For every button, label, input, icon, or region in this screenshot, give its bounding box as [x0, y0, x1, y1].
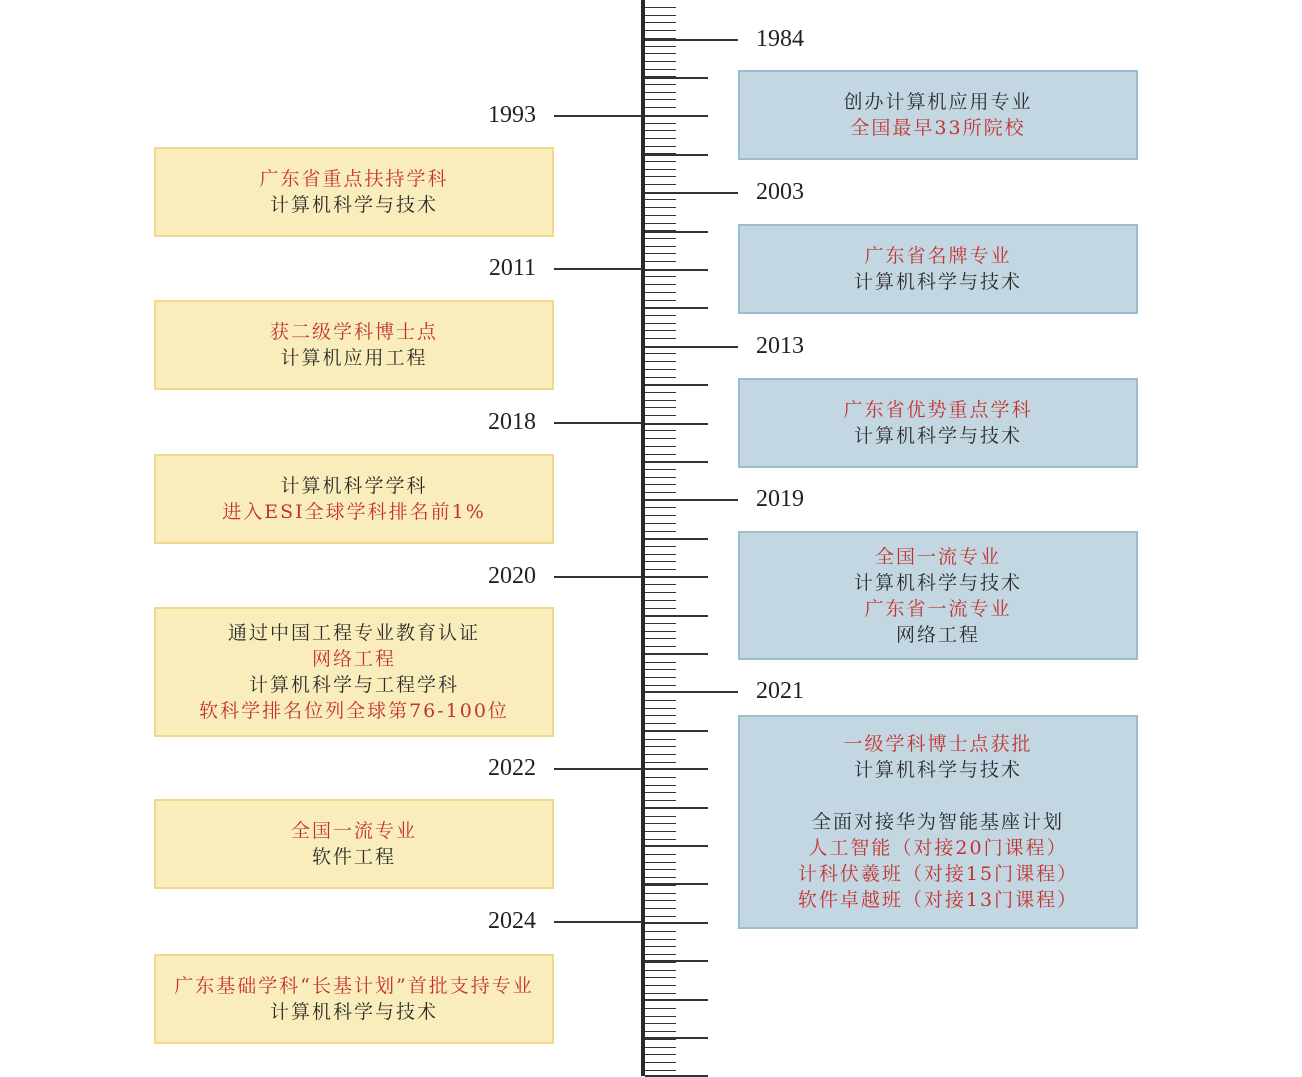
event-text: 计算机科学学科: [280, 475, 428, 497]
axis-major-tick: [645, 845, 708, 847]
axis-tick: [645, 700, 676, 701]
axis-tick: [645, 831, 676, 832]
axis-tick: [645, 669, 676, 670]
axis-tick: [645, 223, 676, 224]
axis-major-tick: [645, 77, 708, 79]
event-text: 计算机应用工程: [280, 347, 428, 369]
axis-tick: [645, 792, 676, 793]
axis-tick: [645, 246, 676, 247]
axis-tick: [645, 584, 676, 585]
event-card: [154, 147, 554, 237]
event-text: 获二级学科博士点: [269, 321, 438, 343]
axis-major-tick: [645, 768, 708, 770]
axis-tick: [645, 954, 676, 955]
axis-major-tick: [645, 154, 708, 156]
axis-tick: [645, 739, 676, 740]
year-tick: [645, 192, 738, 194]
year-tick: [645, 499, 738, 501]
axis-tick: [645, 893, 676, 894]
year-label: 1993: [488, 102, 536, 128]
axis-tick: [645, 15, 676, 16]
axis-tick: [645, 276, 676, 277]
axis-tick: [645, 900, 676, 901]
axis-tick: [645, 238, 676, 239]
event-text: 计科伏羲班（对接15门课程）: [797, 863, 1079, 885]
axis-tick: [645, 862, 676, 863]
axis-major-tick: [645, 1037, 708, 1039]
event-text: 计算机科学与技术: [269, 1001, 438, 1023]
axis-tick: [645, 1047, 676, 1048]
axis-major-tick: [645, 999, 708, 1001]
axis-tick: [645, 1054, 676, 1055]
axis-tick: [645, 300, 676, 301]
axis-tick: [645, 446, 676, 447]
axis-tick: [645, 407, 676, 408]
axis-tick: [645, 523, 676, 524]
year-tick: [554, 268, 642, 270]
axis-tick: [645, 908, 676, 909]
axis-tick: [645, 369, 676, 370]
event-card: [154, 799, 554, 889]
event-text: 广东基础学科“长基计划”首批支持专业: [174, 975, 534, 997]
axis-tick: [645, 885, 676, 886]
year-tick: [554, 921, 642, 923]
axis-tick: [645, 1016, 676, 1017]
event-text: 全国一流专业: [874, 545, 1001, 568]
axis-major-tick: [645, 307, 708, 309]
axis-tick: [645, 454, 676, 455]
axis-tick: [645, 816, 676, 817]
axis-tick: [645, 323, 676, 324]
event-text: 计算机科学与技术: [853, 571, 1022, 594]
axis-tick: [645, 84, 676, 85]
axis-tick: [645, 438, 676, 439]
axis-tick: [645, 631, 676, 632]
axis-tick: [645, 646, 676, 647]
axis-tick: [645, 662, 676, 663]
axis-tick: [645, 546, 676, 547]
axis-major-tick: [645, 576, 708, 578]
axis-major-tick: [645, 423, 708, 425]
axis-tick: [645, 600, 676, 601]
axis-tick: [645, 569, 676, 570]
event-text: 一级学科博士点获批: [843, 733, 1033, 755]
axis-tick: [645, 169, 676, 170]
axis-tick: [645, 1062, 676, 1063]
event-card: [738, 715, 1138, 929]
axis-tick: [645, 477, 676, 478]
axis-tick: [645, 507, 676, 508]
event-text: 软科学排名位列全球第76-100位: [199, 700, 509, 722]
event-text: 人工智能（对接20门课程）: [808, 837, 1068, 859]
axis-tick: [645, 608, 676, 609]
axis-tick: [645, 970, 676, 971]
axis-tick: [645, 823, 676, 824]
axis-tick: [645, 146, 676, 147]
axis-tick: [645, 469, 676, 470]
axis-tick: [645, 484, 676, 485]
year-label: 2003: [756, 179, 804, 205]
event-text: 计算机科学与技术: [269, 194, 438, 216]
axis-tick: [645, 754, 676, 755]
year-tick: [645, 346, 738, 348]
axis-tick: [645, 7, 676, 8]
axis-tick: [645, 677, 676, 678]
axis-tick: [645, 685, 676, 686]
axis-tick: [645, 292, 676, 293]
event-card: [738, 378, 1138, 468]
axis-tick: [645, 130, 676, 131]
axis-tick: [645, 515, 676, 516]
event-card: [154, 454, 554, 544]
axis-major-tick: [645, 653, 708, 655]
axis-tick: [645, 762, 676, 763]
event-text: 广东省名牌专业: [864, 245, 1012, 267]
year-label: 2024: [488, 908, 536, 934]
axis-tick: [645, 877, 676, 878]
axis-tick: [645, 207, 676, 208]
axis-tick: [645, 338, 676, 339]
axis-tick: [645, 800, 676, 801]
axis-tick: [645, 962, 676, 963]
event-card: [154, 300, 554, 390]
axis-tick: [645, 638, 676, 639]
axis-major-tick: [645, 461, 708, 463]
event-card: [738, 531, 1138, 660]
year-label: 1984: [756, 26, 804, 52]
axis-tick: [645, 199, 676, 200]
axis-tick: [645, 315, 676, 316]
year-label: 2022: [488, 755, 536, 781]
axis-tick: [645, 377, 676, 378]
axis-tick: [645, 916, 676, 917]
axis-tick: [645, 361, 676, 362]
event-text: 广东省优势重点学科: [843, 399, 1033, 421]
year-label: 2019: [756, 486, 804, 512]
axis-tick: [645, 939, 676, 940]
axis-major-tick: [645, 269, 708, 271]
axis-tick: [645, 1031, 676, 1032]
axis-major-tick: [645, 922, 708, 924]
axis-tick: [645, 946, 676, 947]
axis-major-tick: [645, 807, 708, 809]
axis-tick: [645, 415, 676, 416]
event-card: [154, 954, 554, 1044]
axis-tick: [645, 746, 676, 747]
axis-tick: [645, 53, 676, 54]
event-text: 全面对接华为智能基座计划: [811, 811, 1064, 833]
axis-tick: [645, 46, 676, 47]
event-card: [738, 70, 1138, 160]
axis-tick: [645, 715, 676, 716]
event-text: 计算机科学与技术: [853, 759, 1022, 781]
axis-major-tick: [645, 730, 708, 732]
axis-tick: [645, 561, 676, 562]
axis-tick: [645, 253, 676, 254]
year-tick: [645, 39, 738, 41]
axis-tick: [645, 777, 676, 778]
axis-tick: [645, 785, 676, 786]
year-label: 2021: [756, 678, 804, 704]
event-text: 进入ESI全球学科排名前1%: [222, 501, 486, 523]
year-label: 2020: [488, 563, 536, 589]
year-label: 2013: [756, 333, 804, 359]
axis-tick: [645, 123, 676, 124]
axis-tick: [645, 261, 676, 262]
event-text: 软件工程: [311, 846, 396, 868]
axis-major-tick: [645, 115, 708, 117]
event-text: 网络工程: [311, 648, 396, 670]
axis-major-tick: [645, 538, 708, 540]
year-tick: [554, 422, 642, 424]
axis-tick: [645, 977, 676, 978]
axis-tick: [645, 107, 676, 108]
axis-tick: [645, 430, 676, 431]
axis-tick: [645, 176, 676, 177]
year-tick: [554, 768, 642, 770]
axis-tick: [645, 839, 676, 840]
event-text: 广东省重点扶持学科: [259, 168, 449, 190]
axis-tick: [645, 592, 676, 593]
event-card: [154, 607, 554, 737]
event-text: 软件卓越班（对接13门课程）: [797, 889, 1079, 911]
event-text: 计算机科学与技术: [853, 271, 1022, 293]
axis-tick: [645, 22, 676, 23]
axis-tick: [645, 985, 676, 986]
event-text: 广东省一流专业: [864, 597, 1012, 620]
axis-tick: [645, 531, 676, 532]
axis-tick: [645, 623, 676, 624]
axis-tick: [645, 330, 676, 331]
axis-tick: [645, 161, 676, 162]
event-text: 计算机科学与工程学科: [248, 674, 459, 696]
axis-tick: [645, 184, 676, 185]
event-text: 计算机科学与技术: [853, 425, 1022, 447]
axis-major-tick: [645, 960, 708, 962]
axis-tick: [645, 30, 676, 31]
axis-tick: [645, 1039, 676, 1040]
year-label: 2018: [488, 409, 536, 435]
axis-tick: [645, 400, 676, 401]
axis-tick: [645, 99, 676, 100]
axis-tick: [645, 138, 676, 139]
axis-major-tick: [645, 384, 708, 386]
axis-major-tick: [645, 883, 708, 885]
event-text: 通过中国工程专业教育认证: [227, 622, 480, 644]
axis-tick: [645, 284, 676, 285]
axis-tick: [645, 931, 676, 932]
year-label: 2011: [488, 255, 536, 281]
year-tick: [645, 691, 738, 693]
axis-tick: [645, 723, 676, 724]
event-card: [738, 224, 1138, 314]
event-text: 网络工程: [895, 623, 980, 646]
axis-tick: [645, 69, 676, 70]
axis-tick: [645, 1070, 676, 1071]
event-text: 全国最早33所院校: [850, 117, 1026, 139]
event-text: 创办计算机应用专业: [843, 91, 1033, 113]
axis-tick: [645, 353, 676, 354]
axis-tick: [645, 492, 676, 493]
axis-tick: [645, 854, 676, 855]
year-tick: [554, 115, 642, 117]
event-text: 全国一流专业: [290, 820, 417, 842]
year-tick: [554, 576, 642, 578]
axis-tick: [645, 1023, 676, 1024]
axis-tick: [645, 554, 676, 555]
axis-tick: [645, 61, 676, 62]
axis-major-tick: [645, 615, 708, 617]
axis-tick: [645, 392, 676, 393]
axis-tick: [645, 92, 676, 93]
axis-tick: [645, 215, 676, 216]
axis-tick: [645, 708, 676, 709]
axis-tick: [645, 1008, 676, 1009]
axis-major-tick: [645, 231, 708, 233]
axis-tick: [645, 869, 676, 870]
axis-tick: [645, 993, 676, 994]
